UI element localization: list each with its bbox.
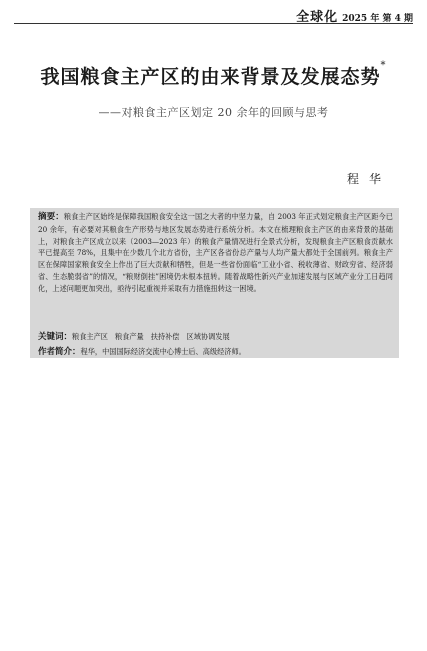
abstract-label: 摘要： [38, 212, 64, 222]
issue-number: 2025 年 第 4 期 [342, 14, 413, 24]
author-bio-label: 作者简介： [38, 347, 81, 357]
title-footnote-mark: * [380, 60, 387, 71]
header-rule [14, 23, 413, 24]
abstract-text: 粮食主产区始终是保障我国粮食安全这一国之大者的中坚力量，自 2003 年正式划定粮食主产区距今已 20 余年，有必要对其粮食生产形势与地区发展态势进行系统分析。本文在梳理粮食主产区的由来背景的基础上，对粮食主产区成立以来（2003—2023 年）的粮食产量情况进行全景式分析，发现粮食主产区粮食贡献水平已提高至 78%，且集中在少数几个北方省份，主产区各省份总产量与人均产量大都处于全国前列。粮食主产区在保障国家粮食安全上作出了巨大贡献和牺牲，但是一些省份面临“工业小省、税收薄省、财政穷省、经济弱省、生态脆弱省”的情况，“粮财倒挂”困境仍未根本扭转。随着战略性新兴产业加速发展与区域产业分工日趋同化，上述问题更加突出，亟待引起重视并采取有力措施扭转这一困境。 [38, 212, 393, 293]
article-title-text: 我国粮食主产区的由来背景及发展态势 [40, 66, 381, 88]
keyword-item: 粮食主产区 [72, 332, 108, 341]
keywords [38, 331, 393, 344]
keyword-item: 粮食产量 [114, 332, 144, 341]
keywords-label: 关键词： [38, 332, 73, 342]
article-subtitle: ——对粮食主产区划定 20 余年的回顾与思考 [98, 106, 329, 119]
keyword-item: 区域协调发展 [186, 332, 230, 341]
author-name: 程华 [346, 172, 391, 186]
keyword-item: 扶持补偿 [150, 332, 180, 341]
author-bio-text: 程华，中国国际经济交流中心博士后、高级经济师。 [80, 347, 246, 356]
running-header [296, 6, 413, 25]
author-bio [38, 346, 393, 359]
abstract [38, 211, 393, 295]
article-title [0, 62, 427, 89]
journal-name: 全球化 [296, 10, 339, 25]
